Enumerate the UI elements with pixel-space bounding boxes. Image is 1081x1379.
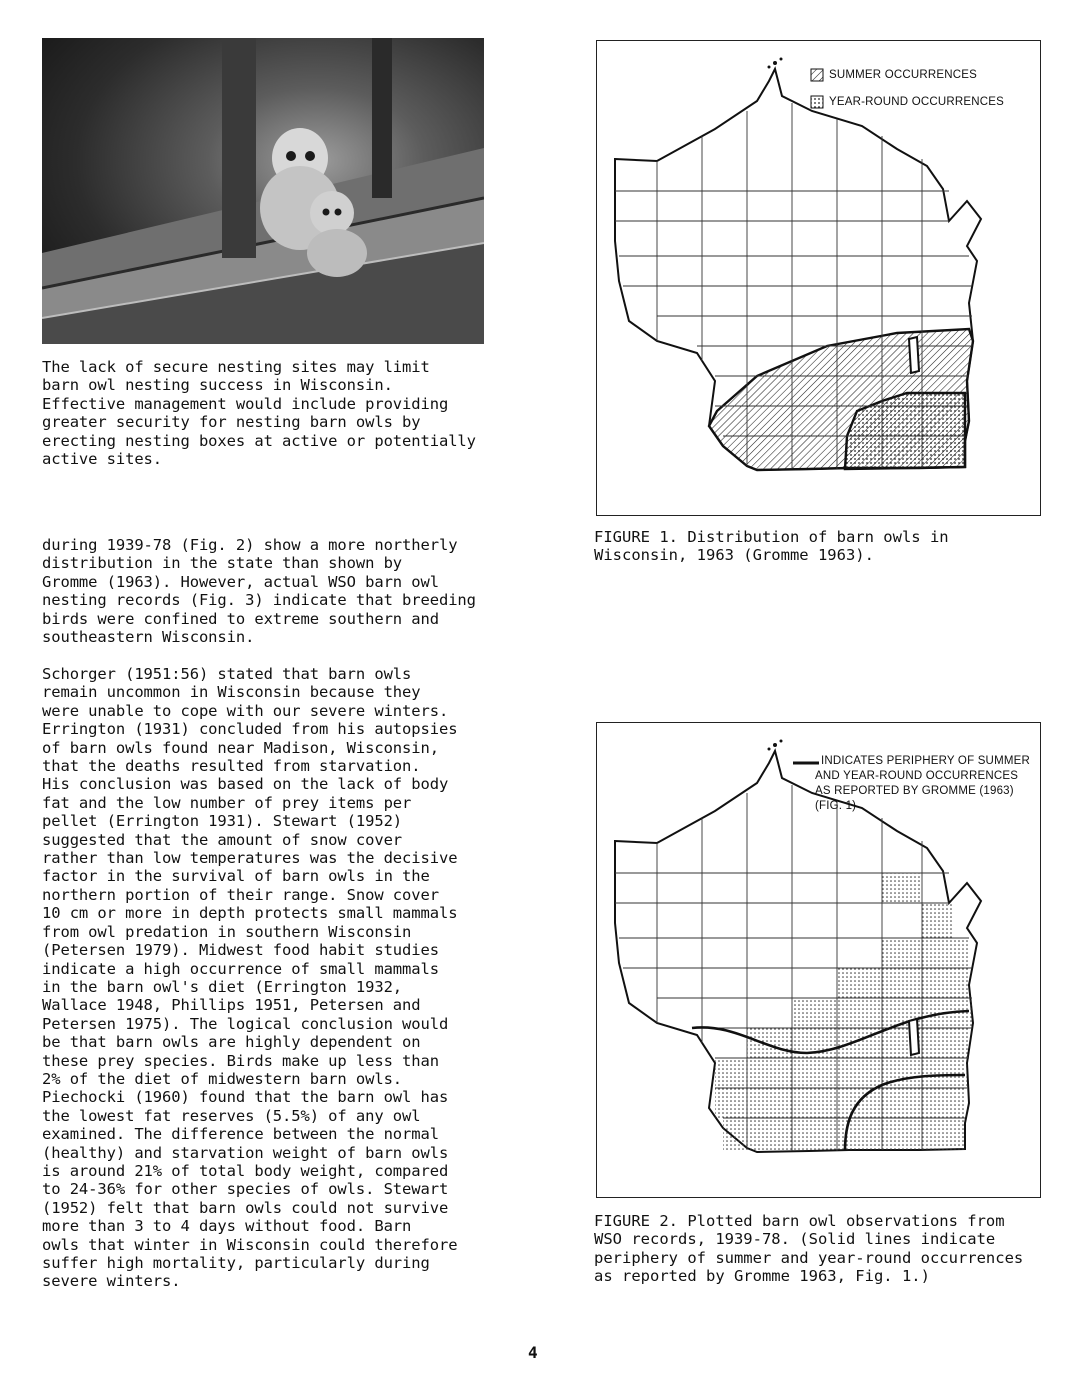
legend-year-round-label: YEAR-ROUND OCCURRENCES	[829, 96, 1004, 108]
photo-caption: The lack of secure nesting sites may limit barn owl nesting success in Wisconsin. Effective management would include providing greater security for nesting barn owls by erecting nesting boxes at active or potentially active sites.	[42, 358, 476, 469]
legend-periphery-line-2: AND YEAR-ROUND OCCURRENCES	[815, 770, 1019, 782]
page-number: 4	[528, 1343, 538, 1362]
legend-summer-label: SUMMER OCCURRENCES	[829, 69, 977, 81]
body-paragraph-1: during 1939-78 (Fig. 2) show a more northerly distribution in the state than shown by Gromme (1963). However, actual WSO barn owl nesting records (Fig. 3) indicate that breeding birds were confined to extreme southern and southeastern Wisconsin.	[42, 536, 476, 647]
legend-periphery-line-3: AS REPORTED BY GROMME (1963)	[815, 785, 1014, 797]
body-paragraph-2: Schorger (1951:56) stated that barn owls remain uncommon in Wisconsin because they were unable to cope with our severe winters. Errington (1931) concluded from his autopsies of barn owls found near Madison, Wisconsin, that the deaths resulted from starvation. His conclusion was based on the lack of body fat and the low number of prey items per pellet (Errington 1931). Stewart (1952) suggested that the amount of snow cover rather than low temperatures was the decisive factor in the survival of barn owls in the northern portion of their range. Snow cover 10 cm or more in depth protects small mammals from owl predation in southern Wisconsin (Petersen 1979). Midwest food habit studies indicate a high occurrence of small mammals in the barn owl's diet (Errington 1932, Wallace 1948, Phillips 1951, Petersen and Petersen 1975). The logical conclusion would be that barn owls are highly dependent on these prey species. Birds make up less than 2% of the diet of midwestern barn owls. Piechocki (1960) found that the barn owl has the lowest fat reserves (5.5%) of any owl examined. The difference between the normal (healthy) and starvation weight of barn owls is around 21% of total body weight, compared to 24-36% for other species of owls. Stewart (1952) felt that barn owls could not survive more than 3 to 4 days without food. Barn owls that winter in Wisconsin could therefore suffer high mortality, particularly during severe winters.	[42, 665, 458, 1291]
legend-periphery-line-4: (FIG. 1)	[815, 800, 857, 812]
figure-2-map	[596, 722, 1041, 1198]
barn-owl-photo	[42, 38, 484, 344]
figure-1-caption: FIGURE 1. Distribution of barn owls in Wisconsin, 1963 (Gromme 1963).	[594, 528, 949, 565]
legend-periphery-line-1: INDICATES PERIPHERY OF SUMMER	[821, 755, 1030, 767]
figure-1-map	[596, 40, 1041, 516]
figure-2-caption: FIGURE 2. Plotted barn owl observations from WSO records, 1939-78. (Solid lines indicate periphery of summer and year-round occurrences as reported by Gromme 1963, Fig. 1.)	[594, 1212, 1024, 1286]
